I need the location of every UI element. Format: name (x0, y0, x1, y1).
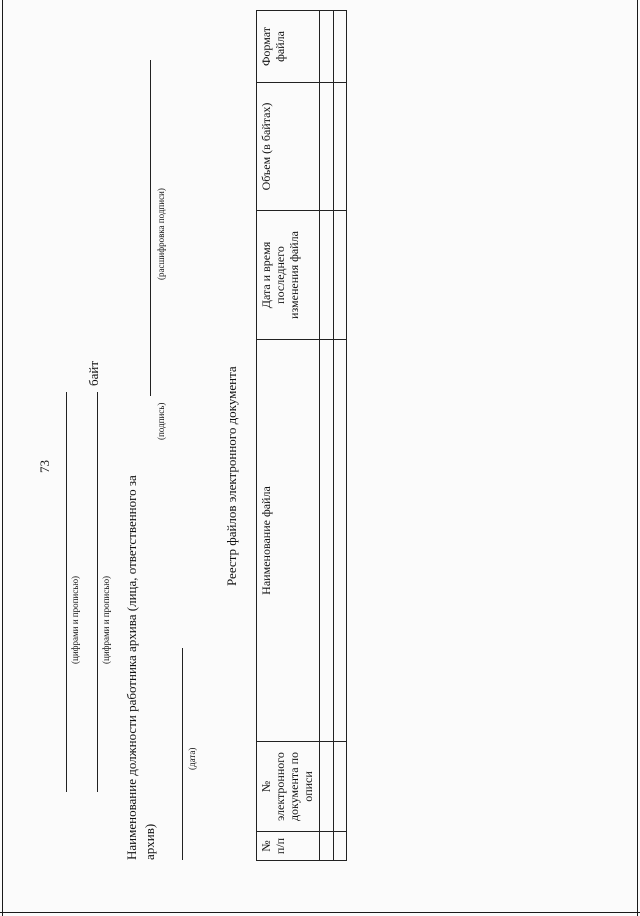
table-cell (334, 11, 347, 83)
table-cell (334, 211, 347, 340)
table-row (320, 11, 334, 861)
registry-title: Реестр файлов электронного документа (224, 366, 239, 586)
table-cell (320, 83, 334, 211)
table-header-row (257, 11, 320, 861)
table-cell (320, 211, 334, 340)
table-cell (334, 742, 347, 832)
count-line-1 (66, 392, 67, 792)
signature-decoding-hint: (расшифровка подписи) (156, 188, 166, 280)
table-cell (320, 832, 334, 861)
table-row (334, 11, 347, 861)
header-row-number: № п/п (257, 832, 320, 861)
table-cell (320, 742, 334, 832)
table-cell (334, 832, 347, 861)
position-title-line-1: Наименование должности работника архива (лица, ответственного за (124, 475, 139, 860)
unit-label: байт (86, 360, 101, 386)
signature-hint: (подпись) (156, 402, 166, 440)
page-number: 73 (37, 460, 52, 473)
table-cell (334, 340, 347, 742)
header-file-format: Формат файла (257, 11, 320, 83)
count-line-2 (97, 392, 98, 792)
header-modified-datetime: Дата и время последнего изменения файла (257, 211, 320, 340)
count-line-1-hint: (цифрами и прописью) (70, 575, 80, 664)
table-cell (334, 83, 347, 211)
date-hint: (дата) (187, 747, 197, 770)
header-file-size: Объем (в байтах) (257, 83, 320, 211)
table-cell (320, 11, 334, 83)
files-registry-table (256, 10, 347, 861)
table-cell (320, 340, 334, 742)
header-file-name: Наименование файла (257, 340, 320, 742)
count-line-2-hint: (цифрами и прописью) (101, 575, 111, 664)
signature-decoding-line (150, 60, 151, 348)
date-line (182, 648, 183, 860)
header-document-number: № электронного документа по описи (257, 742, 320, 832)
position-title-line-2: архив) (142, 823, 157, 860)
